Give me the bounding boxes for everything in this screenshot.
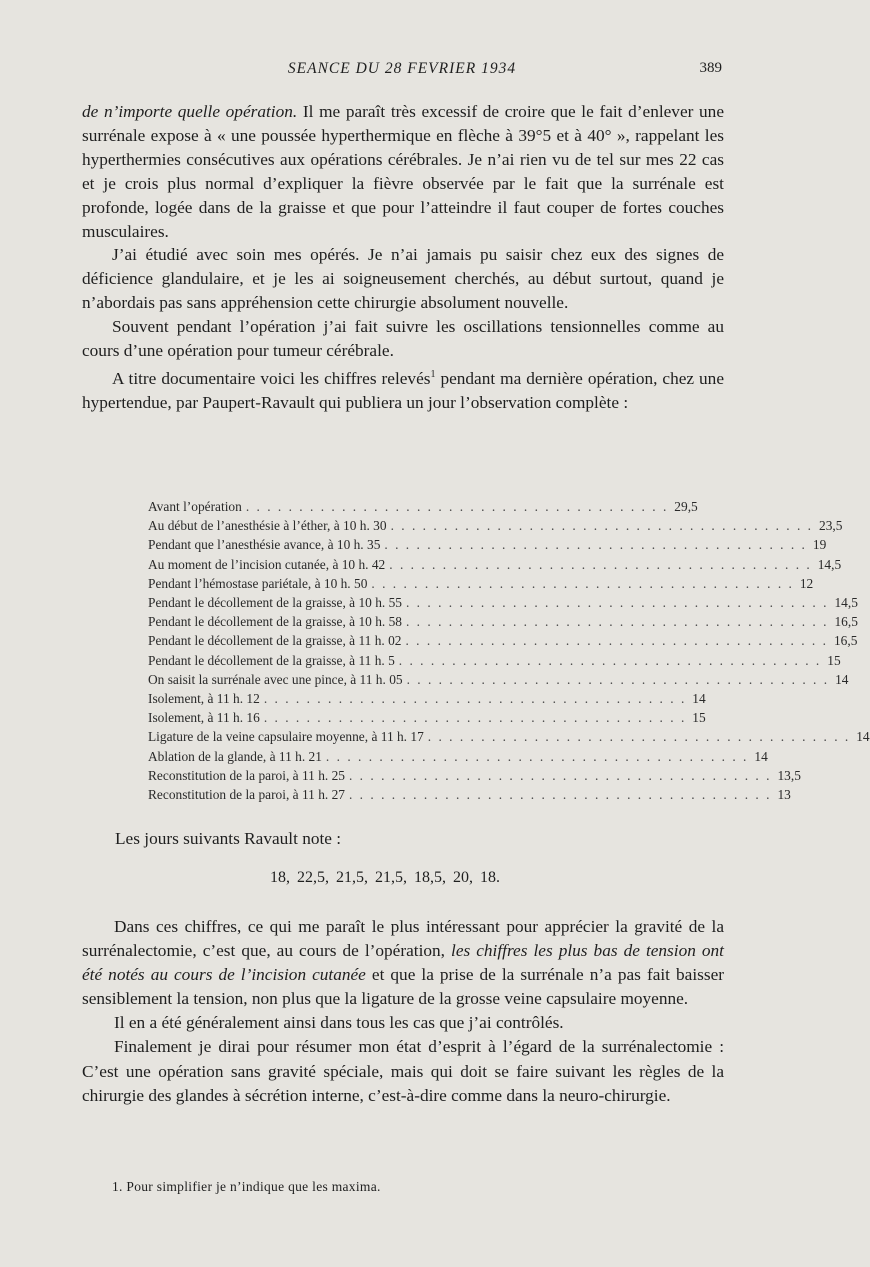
reading-row — [148, 535, 827, 554]
reading-row — [148, 670, 849, 689]
reading-label: Au moment de l’incision cutanée, à 10 h. 42 — [148, 556, 386, 572]
following-days-values: 18, 22,5, 21,5, 21,5, 18,5, 20, 18. — [270, 869, 500, 886]
dot-leader: . . . . . . . . . . . . . . . . . . . . . . . . . . . . . . . . . . . . . . . . — [245, 499, 669, 514]
paragraph-5-italic: les chiffres les plus bas de tension ont été notés au cours de l’incision cutanée — [82, 941, 724, 985]
reading-row — [148, 689, 706, 708]
footnote-marker: 1 — [430, 368, 436, 380]
reading-value: 16,5 — [833, 633, 858, 649]
reading-label: Ablation de la glande, à 11 h. 21 — [148, 748, 322, 764]
paragraph-4-text-b: pendant ma dernière opération, chez une hypertendue, par Paupert-Ravault qui publiera un jour l’observation complète : — [82, 368, 724, 412]
reading-value: 14 — [692, 691, 706, 707]
reading-value: 14 — [754, 748, 768, 764]
reading-label: Isolement, à 11 h. 12 — [148, 691, 260, 707]
paragraph-4-text-a: A titre documentaire voici les chiffres relevés — [112, 368, 431, 388]
reading-value: 12 — [799, 575, 814, 591]
dot-leader: . . . . . . . . . . . . . . . . . . . . . . . . . . . . . . . . . . . . . . . . — [406, 671, 830, 687]
dot-leader: . . . . . . . . . . . . . . . . . . . . . . . . . . . . . . . . . . . . . . . . — [371, 575, 794, 591]
reading-value: 15 — [692, 710, 706, 726]
reading-value: 16,5 — [834, 614, 858, 630]
reading-label: Isolement, à 11 h. 16 — [148, 710, 260, 726]
dot-leader: . . . . . . . . . . . . . . . . . . . . . . . . . . . . . . . . . . . . . . . . — [348, 787, 772, 803]
reading-label: Au début de l’anesthésie à l’éther, à 10 h. 30 — [148, 518, 387, 534]
blood-pressure-readings-table — [148, 497, 870, 804]
reading-row — [148, 555, 842, 574]
reading-row — [148, 747, 768, 766]
reading-label: Reconstitution de la paroi, à 11 h. 25 — [148, 767, 345, 783]
reading-label: Pendant le décollement de la graisse, à 11 h. 02 — [148, 633, 402, 649]
reading-row — [148, 574, 814, 593]
reading-value: 23,5 — [819, 518, 843, 534]
paragraph-5-text-a: Dans ces chiffres, ce qui me paraît le plus intéressant pour apprécier la gravité de la surrénalectomie, c’est que, au cours de l’opération, — [82, 917, 724, 961]
paragraph-3: Souvent pendant l’opération j’ai fait suivre les oscillations tensionnelles comme au cours d’une opération pour tumeur cérébrale. — [82, 317, 724, 361]
dot-leader: . . . . . . . . . . . . . . . . . . . . . . . . . . . . . . . . . . . . . . . . — [389, 556, 812, 572]
reading-label: Pendant le décollement de la graisse, à 10 h. 58 — [148, 614, 402, 630]
reading-label: On saisit la surrénale avec une pince, à 11 h. 05 — [148, 671, 403, 687]
paragraph-1-italic-lead: de n’importe quelle opération. — [82, 102, 298, 121]
reading-value: 29,5 — [674, 499, 698, 514]
dot-leader: . . . . . . . . . . . . . . . . . . . . . . . . . . . . . . . . . . . . . . . . — [405, 633, 828, 649]
following-days-intro: Les jours suivants Ravault note : — [115, 829, 342, 848]
reading-label: Pendant le décollement de la graisse, à 11 h. 5 — [148, 652, 395, 668]
dot-leader: . . . . . . . . . . . . . . . . . . . . . . . . . . . . . . . . . . . . . . . . — [427, 729, 851, 745]
paragraph-4 — [82, 363, 724, 415]
reading-row — [148, 766, 801, 785]
reading-label: Reconstitution de la paroi, à 11 h. 27 — [148, 787, 345, 803]
running-header — [82, 60, 722, 84]
body-text-bottom — [82, 915, 724, 1108]
paragraph-1-text: Il me paraît très excessif de croire que le fait d’enlever une surrénale expose à « une poussée hyperthermique en flèche à 39°5 et à 40° », rappelant les hyperthermies consécutives aux opérations cérébrales. Je n’ai rien vu de tel sur mes 22 cas et je crois plus normal d’expliquer la fièvre observée par le fait que la surrénale est profonde, logée dans de la graisse et que pour l’atteindre il faut couper de fortes couches musculaires. — [82, 102, 724, 241]
dot-leader: . . . . . . . . . . . . . . . . . . . . . . . . . . . . . . . . . . . . . . . . — [405, 595, 829, 611]
paragraph-5 — [82, 915, 724, 1011]
reading-row — [148, 708, 706, 727]
reading-row — [148, 727, 870, 746]
body-text-top — [82, 100, 724, 415]
dot-leader: . . . . . . . . . . . . . . . . . . . . . . . . . . . . . . . . . . . . . . . . — [263, 710, 687, 726]
reading-row — [148, 651, 841, 670]
reading-label: Pendant l’hémostase pariétale, à 10 h. 50 — [148, 575, 368, 591]
reading-value: 13,5 — [777, 767, 801, 783]
footnote: 1. Pour simplifier je n’indique que les maxima. — [112, 1179, 381, 1194]
dot-leader: . . . . . . . . . . . . . . . . . . . . . . . . . . . . . . . . . . . . . . . . — [263, 691, 687, 707]
reading-label: Avant l’opération — [148, 499, 242, 514]
reading-value: 14 — [856, 729, 870, 745]
reading-value: 14,5 — [817, 556, 842, 572]
reading-row — [148, 497, 698, 516]
reading-value: 13 — [777, 787, 791, 803]
dot-leader: . . . . . . . . . . . . . . . . . . . . . . . . . . . . . . . . . . . . . . . . — [398, 652, 822, 668]
paragraph-7: Finalement je dirai pour résumer mon état d’esprit à l’égard de la surrénalectomie : C’est une opération sans gravité spéciale, mais qui doit se faire suivant les règles de la chirurgie des glandes à sécrétion interne, c’est-à-dire comme dans la neuro-chirurgie. — [82, 1037, 724, 1105]
dot-leader: . . . . . . . . . . . . . . . . . . . . . . . . . . . . . . . . . . . . . . . . — [325, 748, 749, 764]
paragraph-5-text-b: et que la prise de la surrénale n’a pas fait baisser sensiblement la tension, non plus que la ligature de la grosse veine capsulaire moyenne. — [82, 965, 724, 1009]
reading-row — [148, 631, 858, 650]
dot-leader: . . . . . . . . . . . . . . . . . . . . . . . . . . . . . . . . . . . . . . . . — [390, 518, 814, 534]
dot-leader: . . . . . . . . . . . . . . . . . . . . . . . . . . . . . . . . . . . . . . . . — [405, 614, 829, 630]
paragraph-1 — [82, 100, 724, 243]
reading-row — [148, 612, 858, 631]
reading-value: 19 — [812, 537, 827, 553]
reading-label: Ligature de la veine capsulaire moyenne, à 11 h. 17 — [148, 729, 424, 745]
reading-label: Pendant le décollement de la graisse, à 10 h. 55 — [148, 595, 402, 611]
dot-leader: . . . . . . . . . . . . . . . . . . . . . . . . . . . . . . . . . . . . . . . . — [384, 537, 807, 553]
reading-label: Pendant que l’anesthésie avance, à 10 h. 35 — [148, 537, 381, 553]
reading-value: 14,5 — [834, 595, 858, 611]
reading-row — [148, 593, 858, 612]
reading-row — [148, 785, 791, 804]
reading-value: 15 — [827, 652, 841, 668]
dot-leader: . . . . . . . . . . . . . . . . . . . . . . . . . . . . . . . . . . . . . . . . — [348, 767, 772, 783]
reading-row — [148, 516, 843, 535]
header-title: SEANCE DU 28 FEVRIER 1934 — [287, 60, 517, 77]
paragraph-6: Il en a été généralement ainsi dans tous les cas que j’ai contrôlés. — [114, 1013, 564, 1033]
reading-value: 14 — [835, 671, 849, 687]
page-number: 389 — [699, 60, 722, 76]
paragraph-2: J’ai étudié avec soin mes opérés. Je n’ai jamais pu saisir chez eux des signes de déficience glandulaire, et je les ai soigneusement cherchés, au début surtout, quand je n’abordais pas sans appréhension cette chirurgie absolument nouvelle. — [82, 245, 724, 313]
